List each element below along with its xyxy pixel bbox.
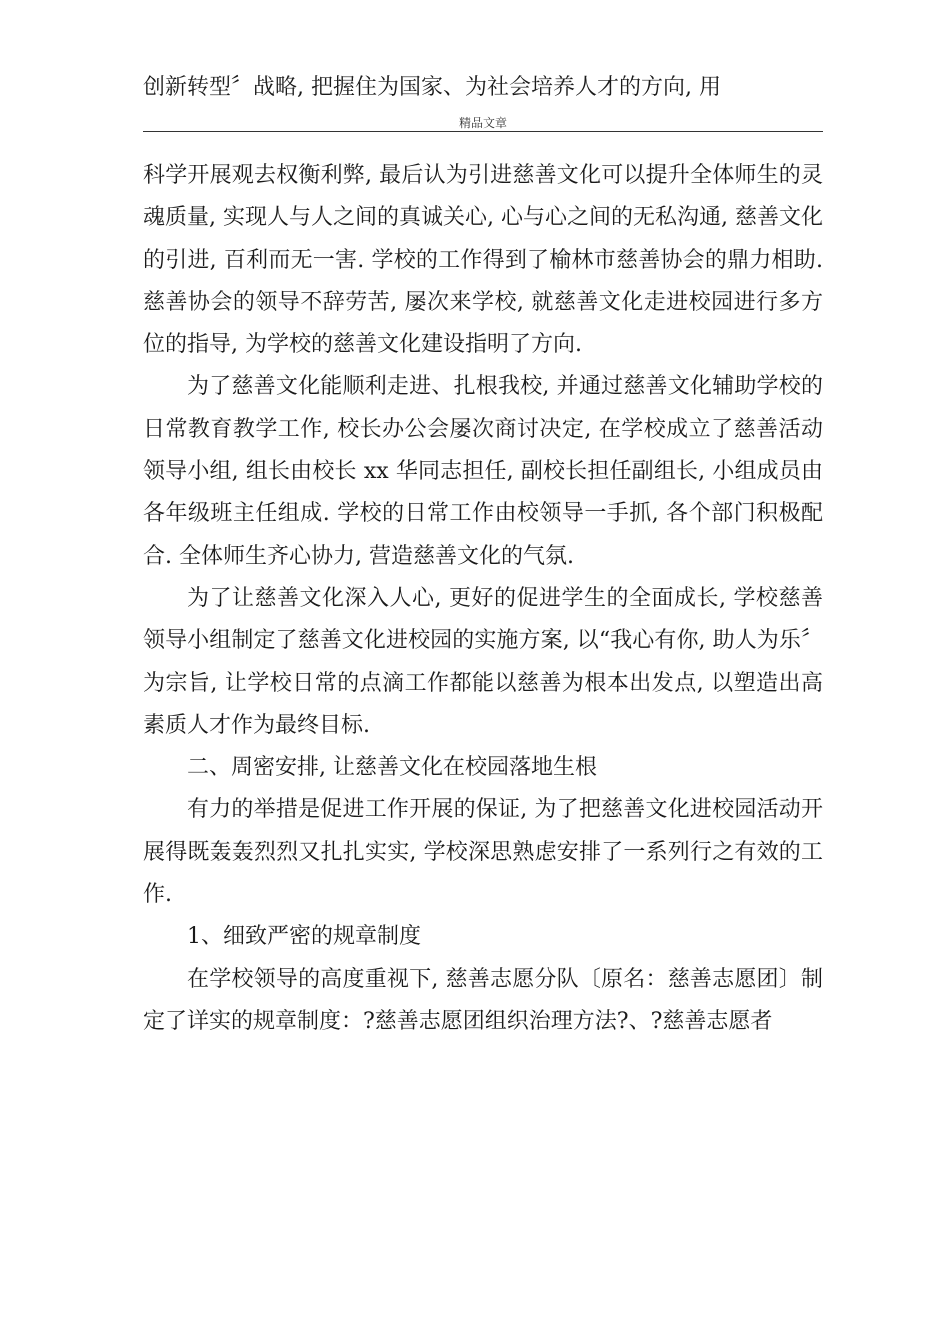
- page-header-label: 精品文章: [458, 116, 507, 130]
- paragraph: 为了让慈善文化深入人心, 更好的促进学生的全面成长, 学校慈善领导小组制定了慈善文化进校园的实施方案, 以“我心有你, 助人为乐〞为宗旨, 让学校日常的点滴工作都能以慈善为根本出发点, 以塑造出高素质人才作为最终目标.: [143, 585, 823, 738]
- paragraph: 为了慈善文化能顺利走进、扎根我校, 并通过慈善文化辅助学校的日常教育教学工作, 校长办公会屡次商讨决定, 在学校成立了慈善活动领导小组, 组长由校长 xx 华同志担任, 副校长担任副组长, 小组成员由各年级班主任组成. 学校的日常工作由校领导一手抓, 各个部门积极配合. 全体师生齐心协力, 营造慈善文化的气氛.: [143, 374, 823, 569]
- paragraph: 有力的举措是促进工作开展的保证, 为了把慈善文化进校园活动开展得既轰轰烈烈又扎扎实实, 学校深思熟虑安排了一系列行之有效的工作.: [143, 797, 823, 908]
- section-heading: 二、周密安排, 让慈善文化在校园落地生根: [187, 755, 597, 781]
- body-text: [143, 155, 823, 1043]
- paragraph: 在学校领导的高度重视下, 慈善志愿分队〔原名：慈善志愿团〕制定了详实的规章制度：?慈善志愿团组织治理方法?、?慈善志愿者: [143, 966, 823, 1034]
- subsection-heading: 1、细致严密的规章制度: [187, 924, 421, 950]
- carry-over-line: 创新转型〞战略, 把握住为国家、为社会培养人才的方向, 用: [143, 75, 721, 100]
- header-divider: [143, 131, 823, 132]
- paragraph: 科学开展观去权衡利弊, 最后认为引进慈善文化可以提升全体师生的灵魂质量, 实现人与人之间的真诚关心, 心与心之间的无私沟通, 慈善文化的引进, 百利而无一害. 学校的工作得到了榆林市慈善协会的鼎力相助. 慈善协会的领导不辞劳苦, 屡次来学校, 就慈善文化走进校园进行多方位的指导, 为学校的慈善文化建设指明了方向.: [143, 163, 823, 358]
